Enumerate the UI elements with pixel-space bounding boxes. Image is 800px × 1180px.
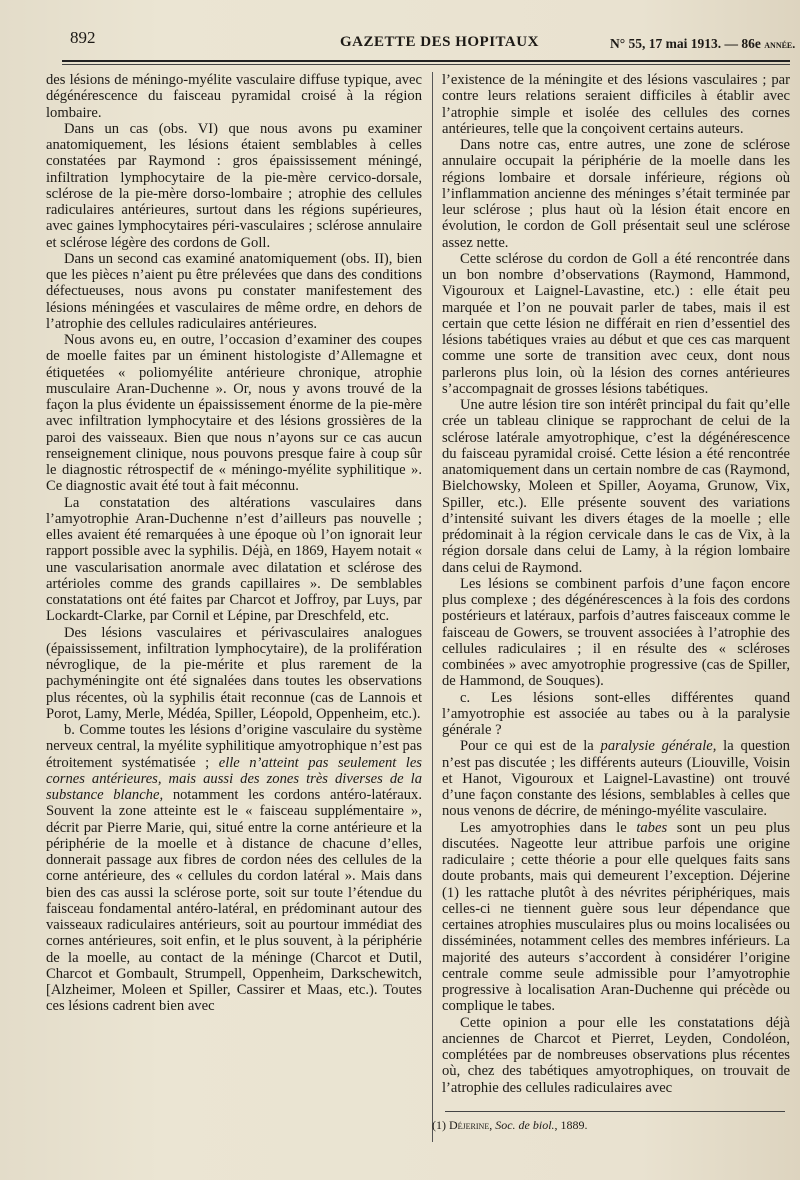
footnote-rule bbox=[445, 1111, 785, 1112]
footnote-author: Déjerine, bbox=[449, 1118, 493, 1132]
left-paragraph-1: des lésions de méningo-myélite vasculaire diffuse typique, avec dégénérescence du faisceau pyramidal croisé à la région lombaire. bbox=[46, 72, 422, 121]
right-paragraph-4: Une autre lésion tire son intérêt principal du fait qu’elle crée un tableau clinique se rapprochant de celui de la sclérose latérale amyotrophique, c’est la dégénérescence du faisceau pyramidal croisé. Cette lésion a été rencontrée anatomiquement dans un certain nombre de cas (Raymond, Bielchowsky, Moleen et Spiller, Aoyama, Grunow, Vix, Spiller, etc.). Elle présente souvent des variations d’intensité suivant les divers étages de la moelle ; elle prédominait à la région cervicale dans le cas de Vix, à la région dorsale dans celui de Lamy, à la région lombaire dans celui de Raymond. bbox=[442, 397, 790, 576]
header-rule-thin bbox=[62, 64, 790, 65]
right-paragraph-7-start: Pour ce qui est de la bbox=[460, 738, 601, 755]
right-paragraph-3: Cette sclérose du cordon de Goll a été rencontrée dans un bon nombre d’observations (Raymond, Hammond, Vigouroux et Laignel-Lavastine, etc.) : elle était peu marquée et l’on ne pouvait parler de tabes, mais il est certain que cette lésion ne différait en rien d’essentiel des lésions tabétiques vraies au début et que ces cas marquent comme une sorte de transition avec ceux, dont nous parlerons plus loin, où la lésion des cornes antérieures s’accompagnait de grosses lésions tabétiques. bbox=[442, 250, 790, 397]
right-paragraph-7 bbox=[442, 738, 790, 819]
issue-info-main: N° 55, 17 mai 1913. — 86e bbox=[610, 36, 765, 51]
column-divider bbox=[432, 72, 433, 1142]
right-paragraph-9: Cette opinion a pour elle les constatations déjà anciennes de Charcot et Pierret, Leyden, Condoléon, complétées par de nombreuses observations plus récentes où, chez des tabétiques amyotrophiques, on trouvait de l’atrophie des cellules radiculaires avec bbox=[442, 1014, 790, 1096]
right-paragraph-5: Les lésions se combinent parfois d’une façon encore plus complexe ; des dégénérescences à la fois des cordons postérieurs et latéraux, parfois d’autres faisceaux comme le faisceau de Gowers, se trouvent associées à l’atrophie des cellules radiculaires ; il en résulte des « scléroses combinées » avec amyotrophie progressive (cas de Spiller, de Hammond, de Souques). bbox=[442, 575, 790, 690]
right-paragraph-8-end: sont un peu plus discutées. Nageotte leur attribue parfois une origine radiculaire ; cette théorie a pour elle quelques faits sans doute probants, mais qui demeurent l’exception. Déjerine (1) les rattache plutôt à des névrites périphériques, mais celles-ci ne tiennent guère sous leur dépendance que certaines atrophies musculaires plus ou moins localisées ou disséminées, notamment celles des membres inférieurs. La majorité des auteurs s’accordent à considérer l’origine centrale comme seule admissible pour l’amyotrophie progressive à localisation Aran-Duchenne qui précède ou complique le tabes. bbox=[442, 819, 790, 1015]
footnote-year: , 1889. bbox=[554, 1118, 588, 1132]
right-paragraph-6: c. Les lésions sont-elles différentes quand l’amyotrophie est associée au tabes ou à la paralysie générale ? bbox=[442, 689, 790, 738]
right-paragraph-7-end: la question n’est pas discutée ; les différents auteurs (Liouville, Voisin et Hanot, Vigouroux et Laignel-Lavastine) ont trouvé d’une façon constante des lésions, semblables à celles que nous venons de décrire, de méningo-myélite vasculaire. bbox=[442, 738, 790, 820]
left-paragraph-7-start: b. Comme toutes les lésions d’origine vasculaire du système nerveux central, la myélite syphilitique amyotrophique n’est pas étroitement systématisée ; bbox=[46, 722, 422, 771]
left-paragraph-7-end: notamment les cordons antéro-latéraux. Souvent la zone atteinte est le « faisceau supplémentaire », décrit par Pierre Marie, qui, situé entre la corne antérieure et la périphérie de la moelle et à distance de chacune d’elles, donnerait passage aux fibres de cordon nées des cellules de la corne antérieure, des « cellules du cordon latéral ». Mais dans bien des cas aussi la sclérose porte, soit sur toute l’étendue du faisceau fondamental antéro-latéral, en prédominant autour des vaisseaux radiculaires antérieurs, soit au pourtour immédiat des cornes antérieures, soit enfin, et le plus souvent, à la périphérie de la moelle, au contact de la méninge (Charcot et Dutil, Charcot et Gombault, Strumpell, Oppenheim, Darkschewitch, [Alzheimer, Moleen et Spiller, Cassirer et Maas, etc.). Toutes ces lésions cadrent bien avec bbox=[46, 787, 422, 1015]
left-paragraph-3: Dans un second cas examiné anatomiquement (obs. II), bien que les pièces n’aient pu être prélevées que dans des conditions défectueuses, nous avons pu constater manifestement des lésions méningées et vasculaires de même ordre, en dehors de l’atrophie des cellules radiculaires antérieures. bbox=[46, 250, 422, 332]
running-header bbox=[40, 28, 796, 58]
left-paragraph-7 bbox=[46, 722, 422, 1015]
header-rule-thick bbox=[62, 60, 790, 62]
right-paragraph-7-italic: paralysie générale, bbox=[600, 738, 717, 755]
footnote-number: (1) bbox=[432, 1118, 449, 1132]
left-paragraph-4: Nous avons eu, en outre, l’occasion d’examiner des coupes de moelle faites par un éminent histologiste d’Allemagne et étiquetées « poliomyélite antérieure chronique, atrophie musculaire Aran-Duchenne ». Or, nous y avons trouvé de la façon la plus évidente un épaississement énorme de la pie-mère avec infiltration lymphocytaire et des lésions grossières de la paroi des vaisseaux. Bien que nous n’ayons sur ce cas aucun renseignement clinique, nous pouvons presque faire à coup sûr le diagnostic rétrospectif de « méningo-myélite syphilitique ». Ce diagnostic avait été tout à fait méconnu. bbox=[46, 332, 422, 495]
left-paragraph-5: La constatation des altérations vasculaires dans l’amyotrophie Aran-Duchenne n’est d’ailleurs pas nouvelle ; elles avaient été remarquées à une époque où l’on ignorait leur rapport possible avec la syphilis. Déjà, en 1869, Hayem notait « une vascularisation anormale avec dilatation et sclérose des artérioles comme des grands capillaires ». De semblables constatations ont été faites par Charcot et Joffroy, par Luys, par Lockardt-Clarke, par Cornil et Lépine, par Dreschfeld, etc. bbox=[46, 494, 422, 625]
page-number: 892 bbox=[70, 28, 96, 47]
left-paragraph-7-italic: elle n’atteint pas seulement les cornes antérieures, mais aussi des zones très diverses de la substance blanche, bbox=[46, 754, 422, 803]
issue-info bbox=[610, 36, 795, 52]
footnote-source: Soc. de biol. bbox=[492, 1118, 555, 1132]
issue-info-annee: année. bbox=[764, 37, 796, 51]
journal-title: GAZETTE DES HOPITAUX bbox=[340, 34, 539, 50]
right-paragraph-8-italic: tabes bbox=[636, 819, 668, 836]
left-paragraph-6: Des lésions vasculaires et périvasculaires analogues (épaississement, infiltration lymphocytaire), de la prolifération névroglique, de la pie-mérite et plus rarement de la pachyméningite ont été signalées dans toutes les observations plus récentes, où la syphilis était reconnue (cas de Lannois et Porot, Lamy, Merle, Médéa, Spiller, Léopold, Oppenheim, etc.). bbox=[46, 624, 422, 722]
left-column bbox=[46, 72, 422, 1015]
right-paragraph-1: l’existence de la méningite et des lésions vasculaires ; par contre leurs relations seraient difficiles à établir avec l’atrophie simple et isolée des cellules des cornes antérieures, telle que la conçoivent certains auteurs. bbox=[442, 72, 790, 137]
right-paragraph-8-start: Les amyotrophies dans le bbox=[460, 819, 637, 836]
footnote bbox=[432, 1118, 782, 1133]
right-paragraph-8 bbox=[442, 820, 790, 1015]
right-paragraph-2: Dans notre cas, entre autres, une zone de sclérose annulaire occupait la périphérie de la moelle dans les régions lombaire et dorsale inférieure, régions où l’inflammation ancienne des méninges s’était terminée par leur sclérose ; plus haut où la lésion était encore en évolution, le cordon de Goll présentait seul une sclérose assez nette. bbox=[442, 137, 790, 251]
left-paragraph-2: Dans un cas (obs. VI) que nous avons pu examiner anatomiquement, les lésions étaient semblables à celles constatées par Raymond : gros épaississement méningé, infiltration lymphocytaire de la pie-mère cervico-dorsale, sclérose de la pie-mère dorso-lombaire ; atrophie des cellules radiculaires antérieures, surtout dans les régions supérieures, avec gaines lymphocytaires péri-vasculaires ; sclérose annulaire et sclérose légère des cordons de Goll. bbox=[46, 120, 422, 251]
right-column bbox=[442, 72, 790, 1096]
